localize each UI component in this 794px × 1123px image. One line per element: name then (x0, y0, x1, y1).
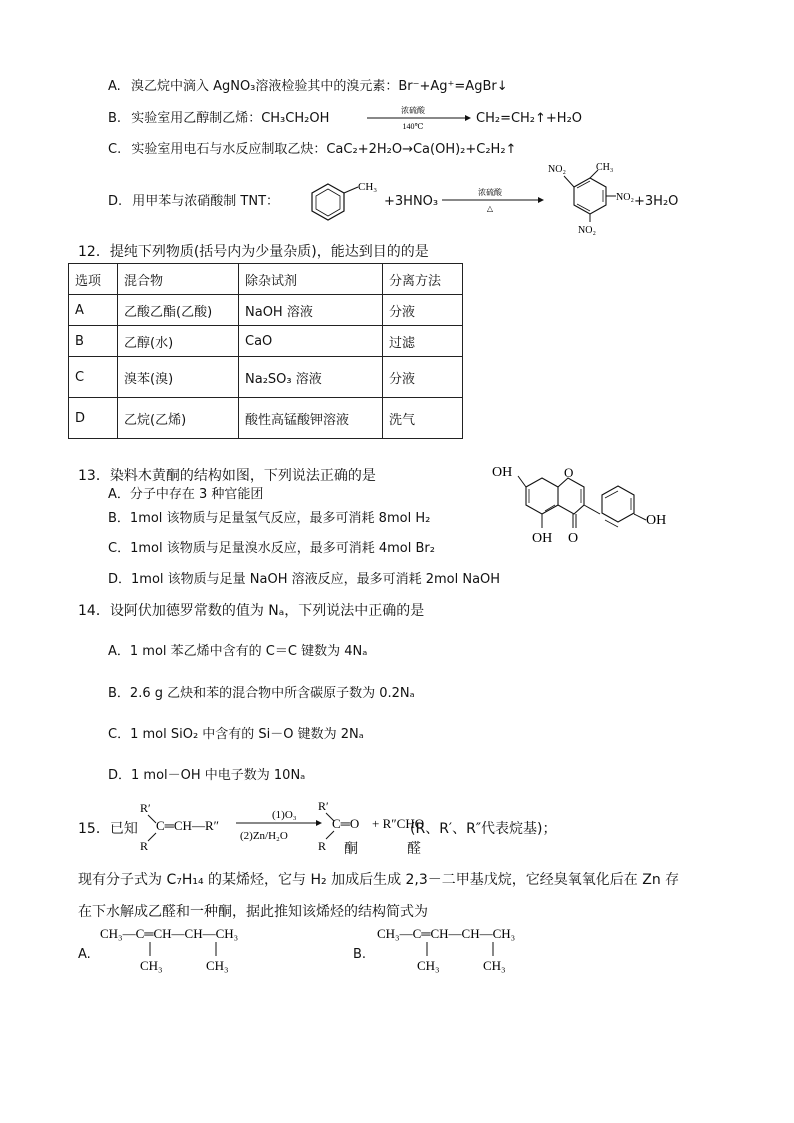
ketone-label: 酮 (344, 841, 358, 857)
arrow-condition-top: 浓硫酸 (401, 106, 425, 115)
table-cell: 溴苯(溴) (118, 357, 239, 398)
table-cell: B (69, 326, 118, 357)
q14-stem: 14．设阿伏加德罗常数的值为 Nₐ，下列说法中正确的是 (78, 603, 425, 619)
q11-d-product-tail: +3H₂O (634, 194, 679, 209)
q15-note: (R、R′、R″代表烷基)； (410, 821, 557, 837)
structure-main-chain: CH₃—C═CH—CH—CH₃ (100, 926, 239, 941)
q13-option-c: C．1mol 该物质与足量溴水反应，最多可消耗 4mol Br₂ (108, 541, 435, 556)
methyl-substituent: CH₃ (483, 958, 506, 973)
arrow-condition-bottom: (2)Zn/H₂O (240, 830, 288, 842)
arrow-condition-bottom: 140℃ (402, 122, 424, 131)
table-cell: 分液 (383, 357, 463, 398)
table-header: 除杂试剂 (239, 264, 383, 295)
table-row (69, 357, 463, 398)
option-label: D. (108, 194, 123, 209)
substituent-label: R (140, 839, 149, 853)
substituent-label: R (318, 839, 327, 853)
q11-d-reagent: +3HNO₃ (384, 194, 439, 209)
methyl-substituent: CH₃ (206, 958, 229, 973)
methyl-label: CH₃ (358, 181, 378, 193)
q12-stem: 12．提纯下列物质(括号内为少量杂质)，能达到目的的是 (78, 244, 429, 260)
table-cell: C (69, 357, 118, 398)
q15-paragraph-line: 现有分子式为 C₇H₁₄ 的某烯烃，它与 H₂ 加成后生成 2,3－二甲基戊烷，它经臭氧氧化后在 Zn 存 (78, 872, 680, 888)
hydroxyl-label: OH (492, 465, 513, 480)
table-cell: NaOH 溶液 (239, 295, 383, 326)
q15-option-a-label: A. (78, 947, 91, 962)
nitro-label: NO₂ (548, 164, 566, 175)
table-header: 混合物 (118, 264, 239, 295)
q11-option-c (108, 141, 516, 159)
q15-prefix: 15．已知 (78, 821, 138, 837)
table-cell: 乙酸乙酯(乙酸) (118, 295, 239, 326)
table-cell: D (69, 398, 118, 439)
structure-main-chain: CH₃—C═CH—CH—CH₃ (377, 926, 516, 941)
arrow-condition-bottom: △ (486, 204, 494, 213)
table-cell: 酸性高锰酸钾溶液 (239, 398, 383, 439)
table-header-row (69, 264, 463, 295)
nitro-label: NO₂ (616, 192, 634, 203)
ketone-group: C═O (332, 816, 360, 831)
table-cell: 分液 (383, 295, 463, 326)
methyl-substituent: CH₃ (417, 958, 440, 973)
q15-paragraph-line: 在下水解成乙醛和一种酮，据此推知该烯烃的结构简式为 (78, 904, 428, 920)
reaction-arrow-d (440, 186, 546, 214)
q11-option-b (108, 110, 329, 128)
option-text: 用甲苯与浓硝酸制 TNT： (132, 194, 280, 209)
hydroxyl-label: OH (532, 531, 553, 546)
option-label: B. (108, 111, 122, 126)
q14-option-c: C．1 mol SiO₂ 中含有的 Si－O 键数为 2Nₐ (108, 727, 364, 742)
table-cell: CaO (239, 326, 383, 357)
nitro-label: NO₂ (578, 225, 596, 236)
option-label: C. (108, 142, 122, 157)
q15-option-a-structure (100, 922, 300, 978)
option-text: 实验室用电石与水反应制取乙炔：CaC₂+2H₂O→Ca(OH)₂+C₂H₂↑ (131, 142, 517, 157)
q14-option-b: B．2.6 g 乙炔和苯的混合物中所含碳原子数为 0.2Nₐ (108, 686, 415, 701)
table-row (69, 398, 463, 439)
genistein-structure (488, 458, 678, 554)
arrow-condition-top: (1)O₃ (272, 809, 297, 821)
table-cell: 洗气 (383, 398, 463, 439)
reaction-arrow-b (365, 104, 475, 132)
q14-option-a: A．1 mol 苯乙烯中含有的 C＝C 键数为 4Nₐ (108, 644, 368, 659)
carbonyl-oxygen-label: O (568, 531, 579, 546)
q14-option-d: D．1 mol－OH 中电子数为 10Nₐ (108, 768, 306, 783)
q15-option-b-structure (377, 922, 577, 978)
substituent-label: R′ (140, 801, 151, 815)
option-label: A. (108, 79, 121, 94)
methyl-substituent: CH₃ (140, 958, 163, 973)
table-cell: A (69, 295, 118, 326)
alkene-chain: C═CH—R″ (156, 818, 220, 833)
q11-option-d (108, 193, 279, 211)
table-cell: Na₂SO₃ 溶液 (239, 357, 383, 398)
aldehyde-product: + R″CHO (372, 816, 425, 831)
table-row (69, 326, 463, 357)
q11-option-a (108, 78, 508, 96)
option-text: 实验室用乙醇制乙烯：CH₃CH₂OH (131, 111, 330, 126)
table-cell: 过滤 (383, 326, 463, 357)
q13-stem: 13．染料木黄酮的结构如图，下列说法正确的是 (78, 468, 376, 484)
q11-b-product: CH₂=CH₂↑+H₂O (476, 111, 583, 126)
table-header: 选项 (69, 264, 118, 295)
aldehyde-label: 醛 (407, 841, 421, 857)
q13-option-d: D．1mol 该物质与足量 NaOH 溶液反应，最多可消耗 2mol NaOH (108, 572, 501, 587)
option-text: 溴乙烷中滴入 AgNO₃溶液检验其中的溴元素：Br⁻+Ag⁺=AgBr↓ (130, 79, 508, 94)
substituent-label: R′ (318, 799, 329, 813)
arrow-condition-top: 浓硫酸 (478, 188, 502, 197)
table-header: 分离方法 (383, 264, 463, 295)
table-row (69, 295, 463, 326)
q13-option-a: A．分子中存在 3 种官能团 (108, 487, 264, 502)
hydroxyl-label: OH (646, 513, 667, 528)
methyl-label: CH₃ (596, 162, 614, 173)
toluene-structure (306, 178, 386, 228)
q12-table (68, 263, 463, 439)
table-cell: 乙醇(水) (118, 326, 239, 357)
q15-option-b-label: B. (353, 947, 367, 962)
table-cell: 乙烷(乙烯) (118, 398, 239, 439)
q13-option-b: B．1mol 该物质与足量氢气反应，最多可消耗 8mol H₂ (108, 511, 431, 526)
ring-oxygen-label: O (564, 465, 574, 480)
